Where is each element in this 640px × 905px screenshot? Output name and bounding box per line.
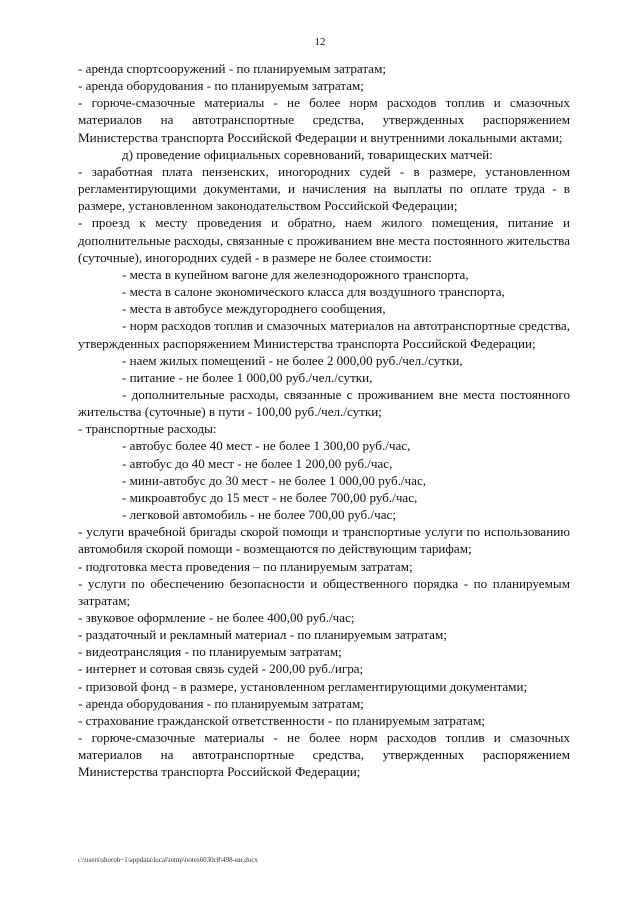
sub-list-item: - автобус до 40 мест - не более 1 200,00 руб./час, <box>122 455 393 471</box>
sub-list-item: - мини-автобус до 30 мест - не более 1 000,00 руб./час, <box>122 472 427 488</box>
footer-file-path: c:\users\shoroh~1\appdata\local\temp\notes6030c8\498-ии.docx <box>78 856 258 864</box>
sub-list-item: - питание - не более 1 000,00 руб./чел./сутки, <box>122 369 373 385</box>
list-item: - видеотрансляция - по планируемым затратам; <box>78 644 342 660</box>
document-body <box>78 60 570 781</box>
list-item: - аренда спортсооружений - по планируемым затратам; <box>78 61 387 76</box>
sub-list-item: - автобус более 40 мест - не более 1 300,00 руб./час, <box>122 438 411 454</box>
list-item: - звуковое оформление - не более 400,00 руб./час; <box>78 610 355 625</box>
sub-list-item: - микроавтобус до 15 мест - не более 700,00 руб./час, <box>122 489 418 505</box>
sub-list-item: - норм расходов топлив и смазочных материалов на автотранспортные средства, утвержденных распоряжением Министерства транспорта Российской Федерации; <box>78 318 570 351</box>
sub-list-item: - легковой автомобиль - не более 700,00 руб./час; <box>122 507 396 523</box>
list-item: - призовой фонд - в размере, установленном регламентирующими документами; <box>78 678 528 694</box>
list-item: - страхование гражданской ответственности - по планируемым затратам; <box>78 712 486 728</box>
list-item: - горюче-смазочные материалы - не более норм расходов топлив и смазочных материалов на автотранспортные средства, утвержденных распоряжением Министерства транспорта Российской Федерации; <box>78 730 570 780</box>
sub-list-item: - места в салоне экономического класса для воздушного транспорта, <box>122 284 505 300</box>
list-item: - проезд к месту проведения и обратно, наем жилого помещения, питание и дополнительные расходы, связанные с проживанием вне места постоянного жительства (суточные), иногородних судей - в размере не более стоимости: <box>78 215 570 265</box>
list-item: - аренда оборудования - по планируемым затратам; <box>78 695 364 711</box>
sub-list-item: - наем жилых помещений - не более 2 000,00 руб./чел./сутки, <box>122 352 463 368</box>
list-item: - подготовка места проведения – по планируемым затратам; <box>78 558 413 574</box>
list-item: - интернет и сотовая связь судей - 200,00 руб./игра; <box>78 661 364 677</box>
sub-list-item: - дополнительные расходы, связанные с проживанием вне места постоянного жительства (суточные) в пути - 100,00 руб./чел./сутки; <box>78 386 570 420</box>
sub-list-item: - места в автобусе междугороднего сообщения, <box>122 301 386 317</box>
list-item: - заработная плата пензенских, иногородних судей - в размере, установленном регламентирующими документами, и начисления на выплаты по оплате труда - в размере, установленном законодательством Российской Федерации; <box>78 163 570 214</box>
list-item: - услуги по обеспечению безопасности и общественного порядка - по планируемым затратам; <box>78 575 570 608</box>
list-item: - аренда оборудования - по планируемым затратам; <box>78 78 364 94</box>
list-item: - услуги врачебной бригады скорой помощи и транспортные услуги по использованию автомобиля скорой помощи - возмещаются по действующим тарифам; <box>78 524 570 557</box>
sub-list-item: - места в купейном вагоне для железнодорожного транспорта, <box>122 266 469 282</box>
page-number: 12 <box>314 36 326 48</box>
section-heading: д) проведение официальных соревнований, товарищеских матчей: <box>122 146 493 162</box>
list-item: - транспортные расходы: <box>78 421 217 437</box>
list-item: - раздаточный и рекламный материал - по планируемым затратам; <box>78 627 447 643</box>
list-item: - горюче-смазочные материалы - не более норм расходов топлив и смазочных материалов на автотранспортные средства, утвержденных распоряжением Министерства транспорта Российской Федерации и внутренними локальными актами; <box>78 95 570 145</box>
